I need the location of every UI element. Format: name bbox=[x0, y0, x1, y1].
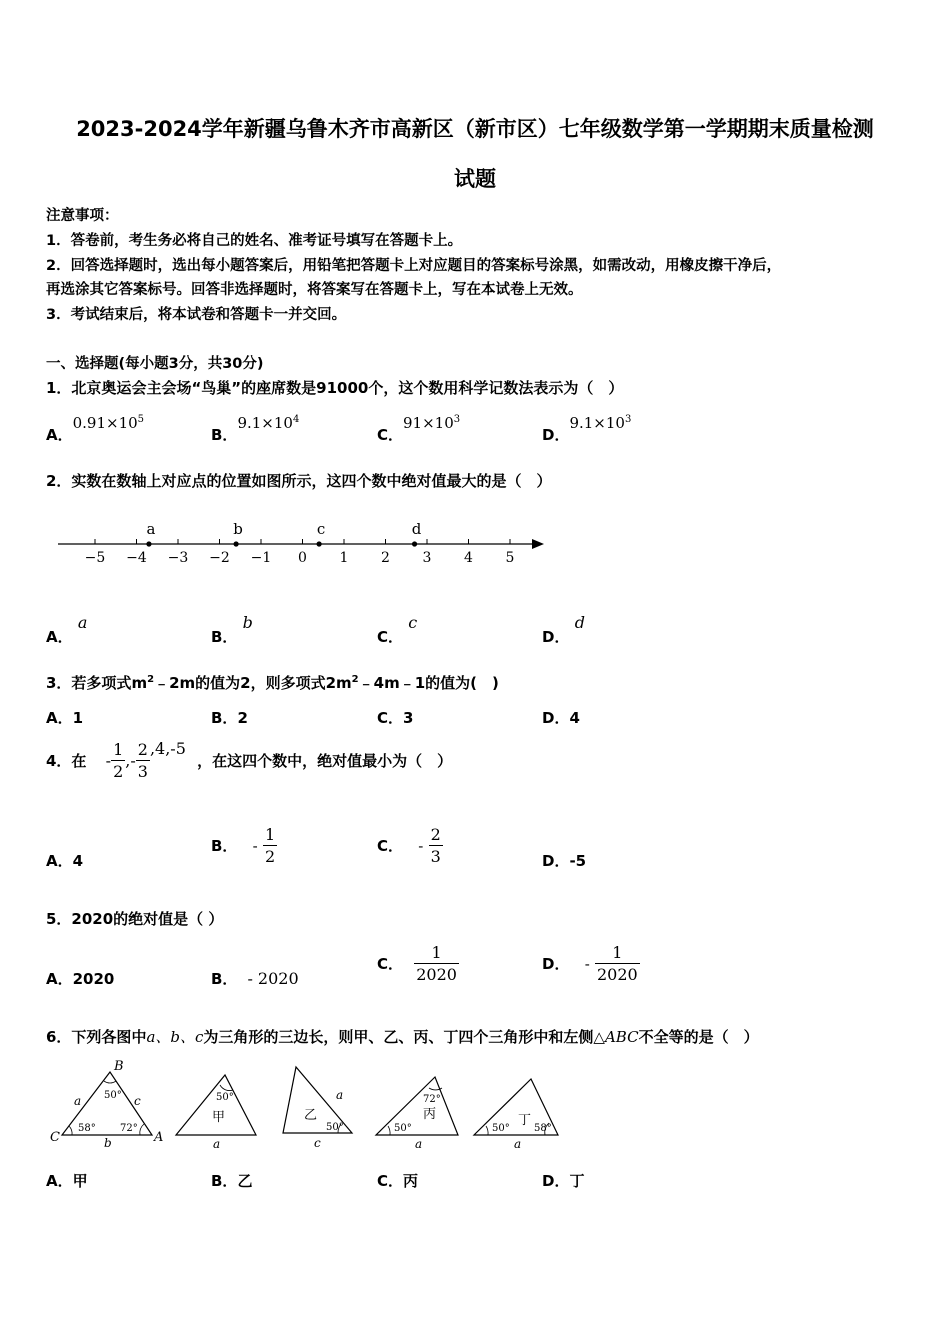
q6-option-c[interactable]: C．丙 bbox=[377, 1172, 419, 1190]
number-line-tick-label: −3 bbox=[167, 550, 189, 566]
number-line-tick-label: 0 bbox=[298, 550, 307, 566]
q1-option-a[interactable]: A．$0.91\times 10^5$ bbox=[46, 414, 145, 444]
note-item-2: 2．回答选择题时，选出每小题答案后，用铅笔把答题卡上对应题目的答案标号涂黑，如需改动，用橡皮擦干净后， bbox=[46, 258, 782, 274]
svg-text:50°: 50° bbox=[104, 1090, 122, 1101]
number-line-point-label: c bbox=[316, 520, 326, 538]
svg-text:C: C bbox=[50, 1130, 60, 1145]
fraction-two-thirds: $\frac{2}{3}$ bbox=[430, 825, 441, 866]
note-item-1: 1．答卷前，考生务必将自己的姓名、准考证号填写在答题卡上。 bbox=[46, 233, 463, 249]
triangle-bing bbox=[376, 1077, 458, 1151]
question-6: 6．下列各图中a、b、c为三角形的三边长，则甲、乙、丙、丁四个三角形中和左侧△ABC不全等的是（ ） bbox=[46, 1028, 759, 1046]
fraction-neg-one-over-2020: $\frac{1}{2020}$ bbox=[597, 943, 638, 984]
q4-option-d[interactable]: D．-5 bbox=[542, 852, 587, 870]
svg-text:58°: 58° bbox=[78, 1123, 96, 1134]
triangle-jia bbox=[176, 1075, 256, 1151]
question-3: 3．若多项式$m^2﹣2m$的值为2，则多项式$2m^2﹣4m﹣1$的值为( ) bbox=[46, 674, 499, 692]
q3-option-d[interactable]: D．4 bbox=[542, 709, 580, 727]
svg-text:50°: 50° bbox=[394, 1123, 412, 1134]
svg-text:a: a bbox=[336, 1088, 344, 1102]
q2-option-c[interactable]: C． c bbox=[377, 613, 418, 646]
q6-option-b[interactable]: B．乙 bbox=[211, 1172, 253, 1190]
q5-option-a[interactable]: A．2020 bbox=[46, 970, 115, 988]
question-5: 5．2020的绝对值是（ ） bbox=[46, 910, 224, 928]
triangle-ding bbox=[474, 1079, 558, 1151]
number-line-tick-label: 3 bbox=[422, 550, 432, 566]
number-line-point bbox=[234, 541, 239, 546]
q2-option-b[interactable]: B． b bbox=[211, 613, 253, 646]
svg-text:72°: 72° bbox=[120, 1123, 138, 1134]
number-line-tick-label: −5 bbox=[84, 550, 106, 566]
svg-text:b: b bbox=[104, 1136, 112, 1150]
number-line-figure bbox=[50, 510, 550, 570]
note-item-3: 3．考试结束后，将本试卷和答题卡一并交回。 bbox=[46, 307, 347, 323]
number-line-tick-label: 5 bbox=[505, 550, 515, 566]
svg-text:甲: 甲 bbox=[212, 1110, 226, 1125]
number-line-tick-label: −4 bbox=[126, 550, 147, 566]
q1-option-c[interactable]: C．$91\times 10^3$ bbox=[377, 414, 461, 444]
svg-text:58°: 58° bbox=[534, 1123, 552, 1134]
svg-text:a: a bbox=[415, 1137, 423, 1151]
q2-option-a[interactable]: A． a bbox=[46, 613, 88, 646]
q3-option-b[interactable]: B．2 bbox=[211, 709, 248, 727]
svg-text:B: B bbox=[114, 1059, 124, 1074]
section-heading: 一、选择题(每小题3分，共30分) bbox=[46, 356, 264, 372]
number-line-tick-label: 2 bbox=[381, 550, 390, 566]
q4-option-b[interactable]: B． - $\frac{1}{2}$ bbox=[211, 825, 276, 866]
q4-option-a[interactable]: A．4 bbox=[46, 852, 84, 870]
number-line-tick-label: 4 bbox=[464, 550, 473, 566]
fraction-half: $\frac{1}{2}$ bbox=[264, 825, 276, 866]
svg-text:72°: 72° bbox=[423, 1094, 441, 1105]
number-line-tick-label: −1 bbox=[250, 550, 272, 566]
svg-text:a: a bbox=[213, 1137, 221, 1151]
number-line-point-label: a bbox=[146, 520, 156, 538]
page-title-line2: 试题 bbox=[454, 167, 496, 191]
q6-option-a[interactable]: A．甲 bbox=[46, 1172, 88, 1190]
question-2: 2．实数在数轴上对应点的位置如图所示，这四个数中绝对值最大的是（ ） bbox=[46, 472, 552, 490]
number-line-tick-label: −2 bbox=[209, 550, 230, 566]
page-title: 2023-2024学年新疆乌鲁木齐市高新区（新市区）七年级数学第一学期期末质量检测 bbox=[76, 117, 874, 141]
q5-option-d[interactable]: D． - $\frac{1}{2020}$ bbox=[542, 943, 638, 984]
question-4: 4．在 - $\frac{1}{2}$ ,- $\frac{2}{3}$ ,4,-5 ，在这四个数中，绝对值最小为（ ） bbox=[46, 739, 453, 781]
number-line-point bbox=[412, 541, 417, 546]
triangle-abc bbox=[50, 1059, 163, 1150]
triangles-figure bbox=[40, 1055, 580, 1155]
svg-text:50°: 50° bbox=[216, 1092, 234, 1103]
fraction-neg-half: $\frac{1}{2}$ bbox=[113, 740, 124, 781]
number-line-point-label: d bbox=[411, 520, 422, 538]
svg-text:丁: 丁 bbox=[518, 1113, 532, 1128]
number-line-point-label: b bbox=[233, 520, 243, 538]
svg-text:c: c bbox=[314, 1136, 321, 1150]
svg-text:丙: 丙 bbox=[423, 1107, 437, 1122]
svg-text:c: c bbox=[134, 1094, 141, 1108]
svg-text:50°: 50° bbox=[492, 1123, 510, 1134]
svg-text:50°: 50° bbox=[326, 1122, 344, 1133]
fraction-one-over-2020: $\frac{1}{2020}$ bbox=[416, 943, 457, 984]
q6-option-d[interactable]: D．丁 bbox=[542, 1172, 585, 1190]
number-line-point bbox=[317, 541, 322, 546]
svg-text:乙: 乙 bbox=[304, 1108, 318, 1123]
q1-option-b[interactable]: B．$9.1\times 10^4$ bbox=[211, 414, 300, 444]
triangle-yi bbox=[283, 1067, 352, 1150]
notes-heading: 注意事项： bbox=[46, 208, 119, 224]
q5-option-b[interactable]: B． - 2020 bbox=[211, 969, 299, 988]
q2-option-d[interactable]: D． d bbox=[542, 613, 585, 646]
number-line-tick-label: 1 bbox=[339, 550, 349, 566]
question-1: 1．北京奥运会主会场“鸟巢”的座席数是91000个，这个数用科学记数法表示为（ ） bbox=[46, 379, 624, 397]
q5-option-c[interactable]: C． $\frac{1}{2020}$ bbox=[377, 943, 457, 984]
number-line-point bbox=[146, 541, 151, 546]
svg-text:a: a bbox=[74, 1094, 82, 1108]
q3-option-c[interactable]: C．3 bbox=[377, 709, 414, 727]
note-item-2-cont: 再选涂其它答案标号。回答非选择题时，将答案写在答题卡上，写在本试卷上无效。 bbox=[46, 282, 583, 298]
q4-option-c[interactable]: C． - $\frac{2}{3}$ bbox=[377, 825, 441, 866]
fraction-neg-two-thirds: $\frac{2}{3}$ bbox=[137, 740, 148, 781]
svg-text:A: A bbox=[154, 1130, 164, 1145]
q3-option-a[interactable]: A．1 bbox=[46, 709, 84, 727]
q1-option-d[interactable]: D．$9.1\times 10^3$ bbox=[542, 414, 632, 444]
number-line-arrow bbox=[532, 539, 544, 549]
svg-text:a: a bbox=[514, 1137, 522, 1151]
